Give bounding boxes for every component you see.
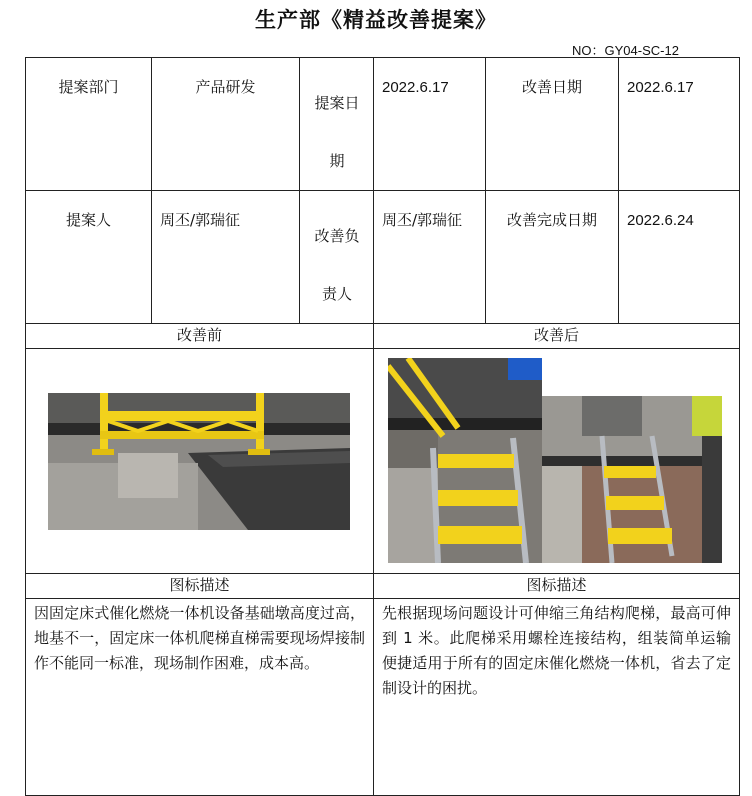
before-photo-cell [26, 349, 374, 574]
after-photo-right [542, 396, 722, 563]
proposal-form [25, 57, 740, 796]
owner-value: 周丕/郭瑞征 [374, 191, 486, 324]
proposer-value: 周丕/郭瑞征 [152, 191, 300, 324]
improve-date-label: 改善日期 [486, 58, 619, 191]
before-header: 改善前 [26, 324, 374, 349]
dept-label: 提案部门 [26, 58, 152, 191]
owner-label [300, 191, 374, 324]
proposal-date-value: 2022.6.17 [374, 58, 486, 191]
improve-date-value: 2022.6.17 [619, 58, 740, 191]
before-description: 因固定床式催化燃烧一体机设备基础墩高度过高，地基不一，固定床一体机爬梯直梯需要现场焊接制作不能同一标准，现场制作困难，成本高。 [26, 599, 374, 796]
complete-date-label: 改善完成日期 [486, 191, 619, 324]
before-desc-header: 图标描述 [26, 574, 374, 599]
after-desc-header: 图标描述 [374, 574, 740, 599]
after-photo-cell [374, 349, 740, 574]
dept-value: 产品研发 [152, 58, 300, 191]
proposal-date-label-text: 提案日期 [314, 94, 360, 170]
complete-date-value: 2022.6.24 [619, 191, 740, 324]
after-photo-left [388, 358, 542, 563]
document-title: 生产部《精益改善提案》 [255, 7, 497, 32]
proposer-label: 提案人 [26, 191, 152, 324]
document-number: NO：GY04-SC-12 [572, 43, 679, 58]
owner-label-text: 改善负责人 [314, 227, 360, 303]
after-description: 先根据现场问题设计可伸缩三角结构爬梯，最高可伸到 1 米。此爬梯采用螺栓连接结构，组装简单运输便捷适用于所有的固定床催化燃烧一体机，省去了定制设计的困扰。 [374, 599, 740, 796]
before-photo [48, 393, 350, 530]
after-header: 改善后 [374, 324, 740, 349]
proposal-date-label [300, 58, 374, 191]
